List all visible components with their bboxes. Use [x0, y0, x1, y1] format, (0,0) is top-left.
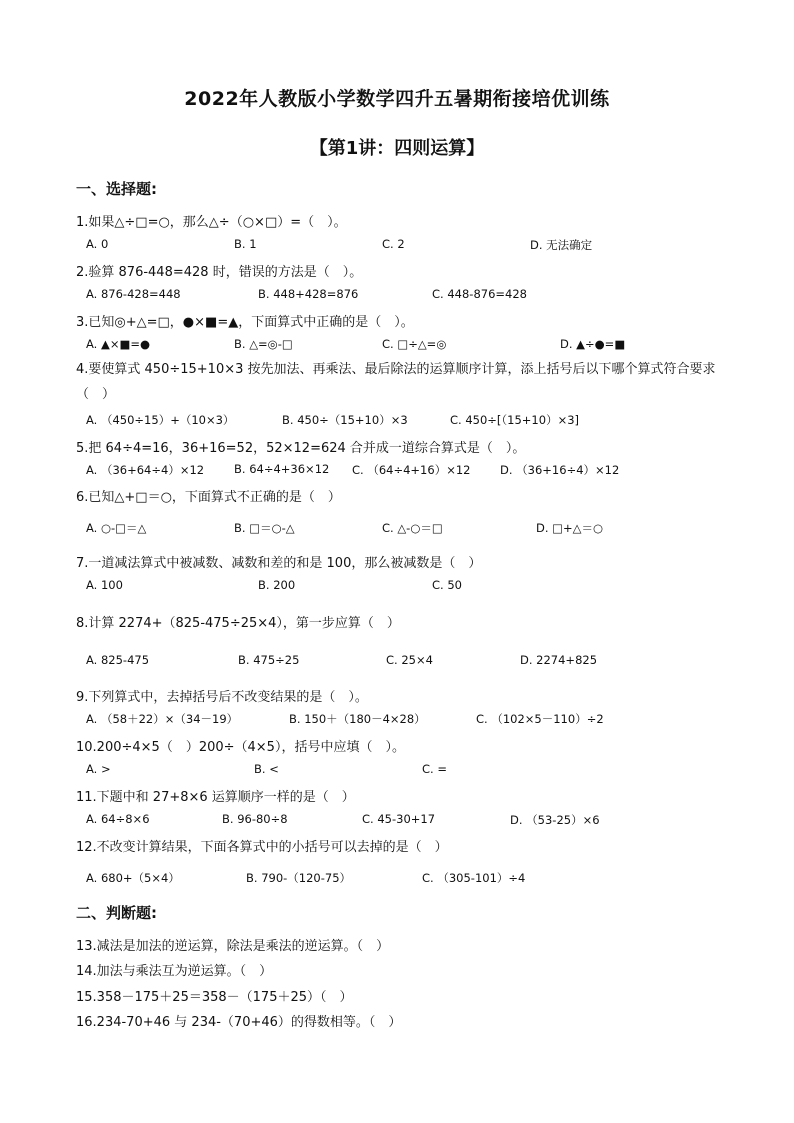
option: A. 825-475 [86, 653, 150, 667]
lesson-subtitle: 【第1讲：四则运算】 [309, 138, 485, 159]
question-text: 1.如果△÷□=○，那么△÷（○×□）=（ ）。 [76, 215, 347, 230]
option: B. 1 [234, 237, 257, 251]
question-text: 7.一道减法算式中被减数、减数和差的和是 100，那么被减数是（ ） [76, 556, 482, 571]
option-row [86, 578, 786, 596]
option-row [86, 520, 786, 538]
option: C. 450÷[（15+10）×3] [450, 413, 580, 427]
question-text: 5.把 64÷4=16，36+16=52，52×12=624 合并成一道综合算式是（ ）。 [76, 441, 526, 456]
option: D. （53-25）×6 [510, 813, 600, 827]
option-row [86, 462, 786, 480]
question-text: 10.200÷4×5（ ）200÷（4×5），括号中应填（ ）。 [76, 740, 405, 755]
option: A. 876-428=448 [86, 287, 181, 301]
option: C. 45-30+17 [362, 812, 436, 826]
option-row [86, 237, 786, 255]
question-text: 4.要使算式 450÷15+10×3 按先加法、再乘法、最后除法的运算顺序计算，添上括号后以下哪个算式符合要求（ ） [76, 362, 716, 402]
option-row [86, 412, 786, 430]
option: C. 50 [432, 578, 462, 592]
judgement-item: 15.358－175＋25＝358－（175＋25）（ ） [76, 990, 353, 1005]
option: D. □+△＝○ [536, 521, 604, 535]
option: A. 64÷8×6 [86, 812, 150, 826]
option-row [86, 762, 786, 780]
option: A. ○-□＝△ [86, 521, 147, 535]
option: D. 2274+825 [520, 653, 598, 667]
option: B. 448+428=876 [258, 287, 359, 301]
section-heading-judge: 二、判断题: [76, 904, 157, 922]
option: C. （305-101）÷4 [422, 871, 526, 885]
option: C. （64÷4+16）×12 [352, 463, 471, 477]
option: B. 64÷4+36×12 [234, 462, 330, 476]
option: C. △-○＝□ [382, 521, 443, 535]
option: A. 100 [86, 578, 123, 592]
option: A. 0 [86, 237, 109, 251]
option: B. < [254, 762, 279, 776]
option: B. 475÷25 [238, 653, 300, 667]
question-text: 9.下列算式中，去掉括号后不改变结果的是（ ）。 [76, 690, 368, 705]
option: D. ▲÷●=■ [560, 337, 626, 351]
option: A. > [86, 762, 111, 776]
option: B. 150＋（180－4×28） [289, 712, 426, 726]
option: B. □＝○-△ [234, 521, 295, 535]
question-text: 11.下题中和 27+8×6 运算顺序一样的是（ ） [76, 790, 355, 805]
option: A. 680+（5×4） [86, 871, 180, 885]
option-row [86, 812, 786, 830]
option: B. 790-（120-75） [246, 871, 352, 885]
option: A. （36+64÷4）×12 [86, 463, 205, 477]
option: A. （58＋22）×（34－19） [86, 712, 239, 726]
question-text: 12.不改变计算结果，下面各算式中的小括号可以去掉的是（ ） [76, 840, 448, 855]
option: B. 96-80÷8 [222, 812, 288, 826]
section-heading-choice: 一、选择题: [76, 180, 157, 198]
question-text: 3.已知◎+△=□，●×■=▲，下面算式中正确的是（ ）。 [76, 315, 414, 330]
option: C. （102×5－110）÷2 [476, 712, 604, 726]
judgement-item: 16.234-70+46 与 234-（70+46）的得数相等。（ ） [76, 1015, 402, 1030]
option: C. 448-876=428 [432, 287, 527, 301]
question-text: 8.计算 2274+（825-475÷25×4），第一步应算（ ） [76, 616, 400, 631]
judgement-item: 13.减法是加法的逆运算，除法是乘法的逆运算。（ ） [76, 939, 390, 954]
question-text: 2.验算 876-448=428 时，错误的方法是（ ）。 [76, 265, 363, 280]
option: C. = [422, 762, 447, 776]
question-text: 6.已知△+□＝○，下面算式不正确的是（ ） [76, 490, 341, 505]
page-title: 2022年人教版小学数学四升五暑期衔接培优训练 [184, 88, 610, 110]
option: B. 450÷（15+10）×3 [282, 413, 408, 427]
option-row [86, 653, 786, 671]
judgement-item: 14.加法与乘法互为逆运算。（ ） [76, 964, 273, 979]
option: C. 2 [382, 237, 405, 251]
option: D. 无法确定 [530, 238, 593, 252]
option: C. 25×4 [386, 653, 433, 667]
option: B. 200 [258, 578, 296, 592]
option-row [86, 337, 786, 355]
option: B. △=◎-□ [234, 337, 293, 351]
option: A. ▲×■=● [86, 337, 150, 351]
option: C. □÷△=◎ [382, 337, 447, 351]
option-row [86, 287, 786, 305]
option-row [86, 870, 786, 888]
option-row [86, 711, 786, 729]
option: D. （36+16÷4）×12 [500, 463, 620, 477]
option: A. （450÷15）+（10×3） [86, 413, 235, 427]
